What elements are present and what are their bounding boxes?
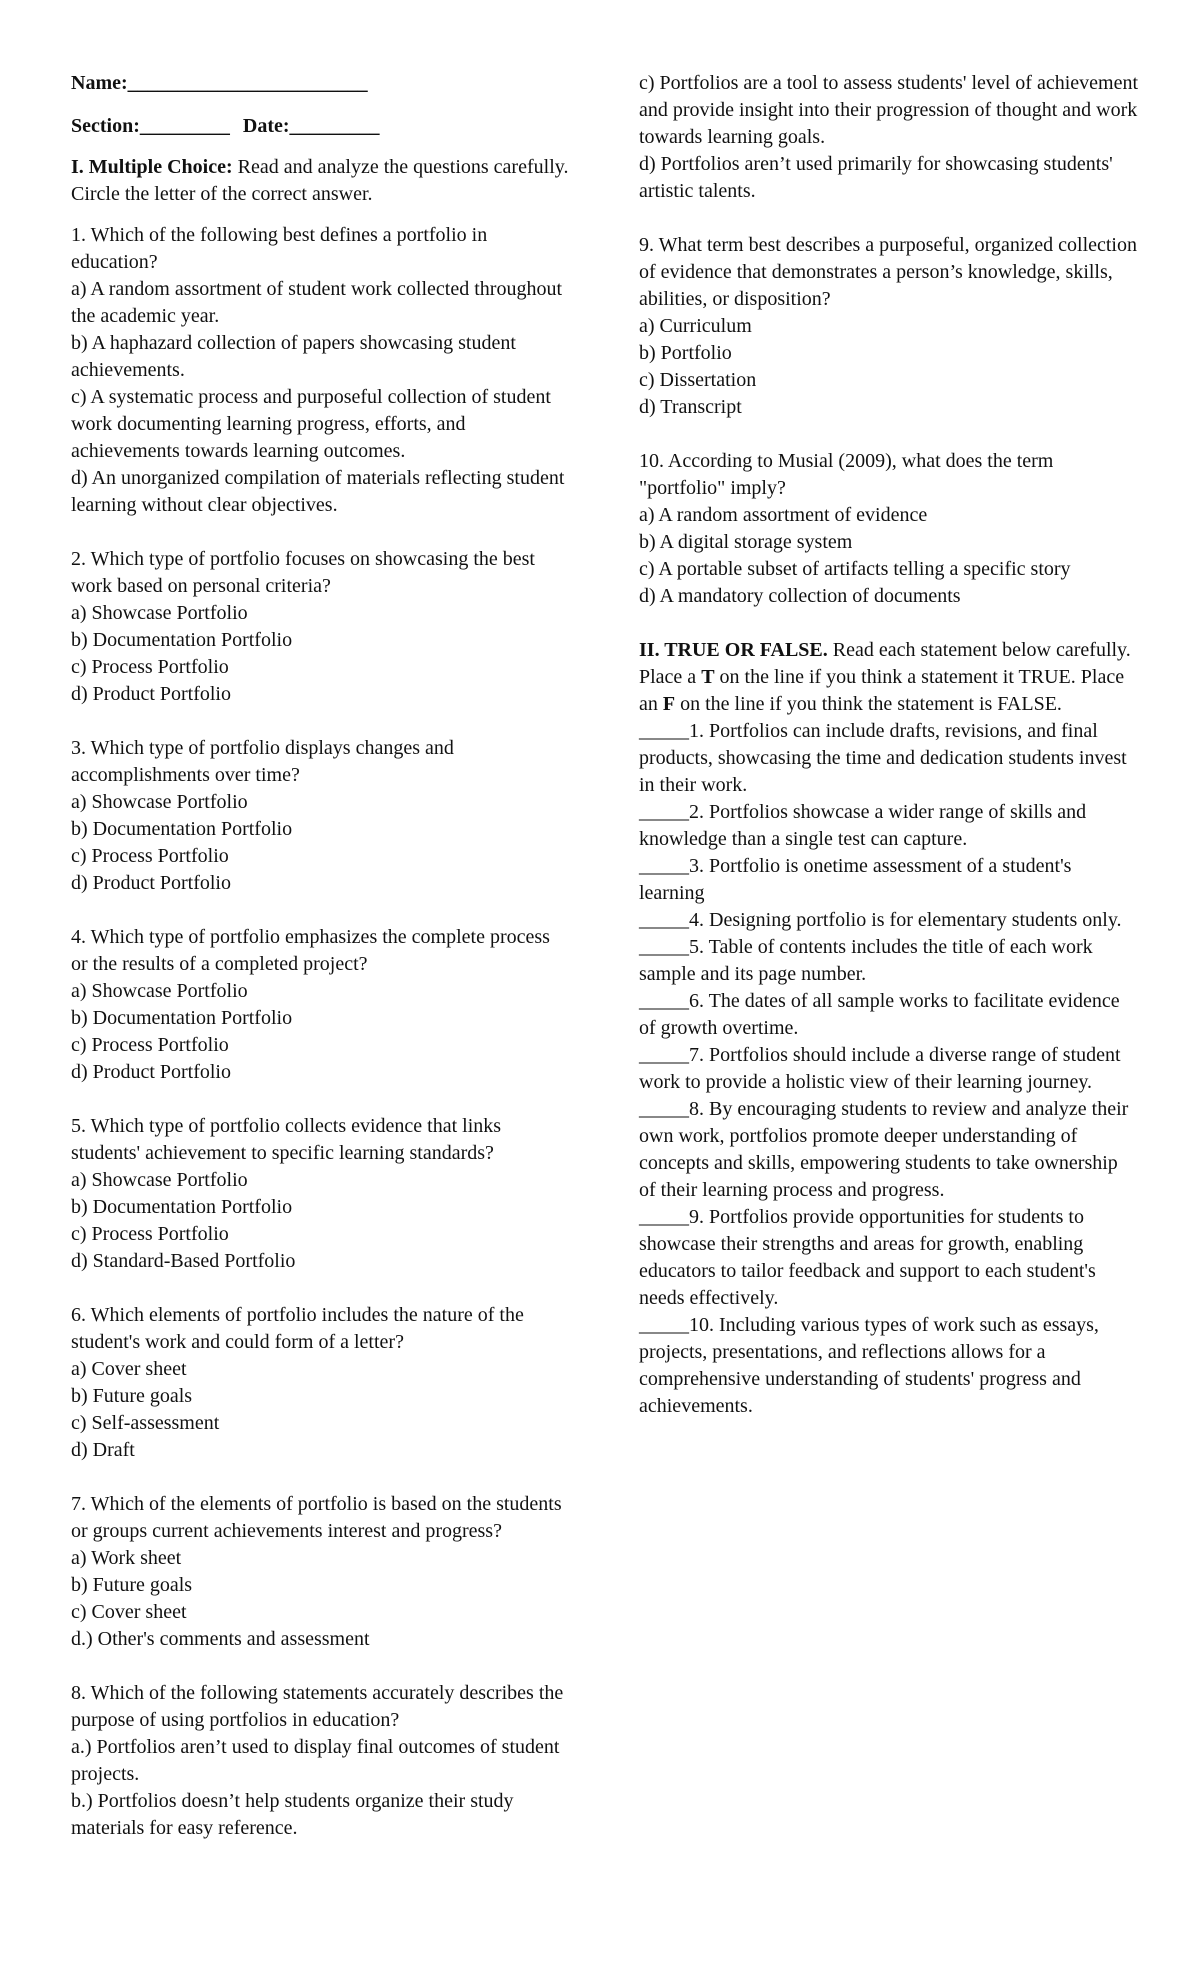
part2-title: II. TRUE OR FALSE. (639, 639, 828, 661)
question-text: 5. Which type of portfolio collects evidence that links students' achievement to specific learning standards? (71, 1115, 502, 1164)
question-8-continued (639, 70, 1139, 205)
option-c: c) Process Portfolio (71, 1223, 229, 1245)
option-c: c) Self-assessment (71, 1412, 220, 1434)
option-a: a) Work sheet (71, 1547, 182, 1569)
option-b: b) Future goals (71, 1385, 193, 1407)
option-b: b) Documentation Portfolio (71, 1007, 293, 1029)
question-text: 9. What term best describes a purposeful, organized collection of evidence that demonstrates a person’s knowledge, skills, abilities, or disposition? (639, 234, 1137, 310)
question-text: 6. Which elements of portfolio includes the nature of the student's work and could form of a letter? (71, 1304, 524, 1353)
option-d: d.) Other's comments and assessment (71, 1628, 370, 1650)
option-b: b) Documentation Portfolio (71, 1196, 293, 1218)
tf-item-4: _____4. Designing portfolio is for elementary students only. (639, 909, 1122, 931)
tf-item-8: _____8. By encouraging students to review and analyze their own work, portfolios promote deeper understanding of concepts and skills, empowering students to take ownership of their learning process and progress. (639, 1098, 1129, 1201)
option-c: c) Portfolios are a tool to assess students' level of achievement and provide insight into their progression of thought and work towards learning goals. (639, 72, 1139, 148)
tf-item-2: _____2. Portfolios showcase a wider range of skills and knowledge than a single test can capture. (639, 801, 1087, 850)
option-d: d) Transcript (639, 396, 742, 418)
option-b: b) Documentation Portfolio (71, 629, 293, 651)
option-c: c) Process Portfolio (71, 845, 229, 867)
option-d: d) Product Portfolio (71, 683, 231, 705)
tf-item-3: _____3. Portfolio is onetime assessment of a student's learning (639, 855, 1072, 904)
option-a: a) Cover sheet (71, 1358, 187, 1380)
option-c: c) Process Portfolio (71, 1034, 229, 1056)
option-a: a) Showcase Portfolio (71, 980, 248, 1002)
question-3 (71, 735, 571, 897)
option-c: c) Dissertation (639, 369, 757, 391)
option-b: b.) Portfolios doesn’t help students organize their study materials for easy reference. (71, 1790, 514, 1839)
question-text: 4. Which type of portfolio emphasizes the complete process or the results of a completed project? (71, 926, 550, 975)
section-date-row (71, 113, 571, 140)
option-b: b) A haphazard collection of papers showcasing student achievements. (71, 332, 516, 381)
option-b: b) Portfolio (639, 342, 732, 364)
option-d: d) Portfolios aren’t used primarily for showcasing students' artistic talents. (639, 153, 1113, 202)
option-d: d) Draft (71, 1439, 135, 1461)
question-10 (639, 448, 1139, 610)
option-c: c) A portable subset of artifacts telling a specific story (639, 558, 1071, 580)
part1-instructions-text: Read and analyze the questions carefully. Circle the letter of the correct answer. (71, 156, 569, 205)
option-a: a) A random assortment of student work collected throughout the academic year. (71, 278, 563, 327)
option-b: b) A digital storage system (639, 531, 853, 553)
left-column (71, 70, 571, 1842)
tf-item-7: _____7. Portfolios should include a diverse range of student work to provide a holistic view of their learning journey. (639, 1044, 1121, 1093)
question-7 (71, 1491, 571, 1653)
name-field: Name:________________________ (71, 72, 368, 94)
option-a: a.) Portfolios aren’t used to display final outcomes of student projects. (71, 1736, 560, 1785)
part2-section (639, 637, 1139, 1420)
question-text: 1. Which of the following best defines a portfolio in education? (71, 224, 488, 273)
tf-item-1: _____1. Portfolios can include drafts, revisions, and final products, showcasing the time and dedication students invest in their work. (639, 720, 1127, 796)
option-c: c) Process Portfolio (71, 656, 229, 678)
option-c: c) Cover sheet (71, 1601, 187, 1623)
option-a: a) A random assortment of evidence (639, 504, 928, 526)
right-column (639, 70, 1139, 1420)
option-d: d) Standard-Based Portfolio (71, 1250, 296, 1272)
question-text: 8. Which of the following statements accurately describes the purpose of using portfolios in education? (71, 1682, 564, 1731)
option-d: d) Product Portfolio (71, 1061, 231, 1083)
section-field: Section:_________ (71, 115, 230, 137)
option-a: a) Showcase Portfolio (71, 791, 248, 813)
question-text: 10. According to Musial (2009), what does the term "portfolio" imply? (639, 450, 1054, 499)
part2-instructions: II. TRUE OR FALSE. Read each statement below carefully. Place a T on the line if you think a statement it TRUE. Place an F on the line if you think the statement is FALSE. (639, 639, 1131, 715)
option-b: b) Future goals (71, 1574, 193, 1596)
tf-item-9: _____9. Portfolios provide opportunities for students to showcase their strengths and areas for growth, enabling educators to tailor feedback and support to each student's needs effectively. (639, 1206, 1096, 1309)
option-d: d) Product Portfolio (71, 872, 231, 894)
question-text: 2. Which type of portfolio focuses on showcasing the best work based on personal criteria? (71, 548, 535, 597)
option-a: a) Curriculum (639, 315, 752, 337)
part1-title: I. Multiple Choice: (71, 156, 233, 178)
question-text: 7. Which of the elements of portfolio is based on the students or groups current achievements interest and progress? (71, 1493, 562, 1542)
option-b: b) Documentation Portfolio (71, 818, 293, 840)
option-c: c) A systematic process and purposeful collection of student work documenting learning progress, efforts, and achievements towards learning outcomes. (71, 386, 551, 462)
option-a: a) Showcase Portfolio (71, 1169, 248, 1191)
question-9 (639, 232, 1139, 421)
option-d: d) An unorganized compilation of materials reflecting student learning without clear objectives. (71, 467, 565, 516)
option-d: d) A mandatory collection of documents (639, 585, 961, 607)
question-4 (71, 924, 571, 1086)
question-6 (71, 1302, 571, 1464)
question-8 (71, 1680, 571, 1842)
question-5 (71, 1113, 571, 1275)
part1-instructions (71, 154, 571, 208)
tf-item-10: _____10. Including various types of work such as essays, projects, presentations, and reflections allows for a comprehensive understanding of students' progress and achievements. (639, 1314, 1099, 1417)
tf-item-6: _____6. The dates of all sample works to facilitate evidence of growth overtime. (639, 990, 1120, 1039)
question-1 (71, 222, 571, 519)
date-field: Date:_________ (242, 115, 380, 137)
question-text: 3. Which type of portfolio displays changes and accomplishments over time? (71, 737, 454, 786)
question-2 (71, 546, 571, 708)
option-a: a) Showcase Portfolio (71, 602, 248, 624)
tf-item-5: _____5. Table of contents includes the title of each work sample and its page number. (639, 936, 1093, 985)
